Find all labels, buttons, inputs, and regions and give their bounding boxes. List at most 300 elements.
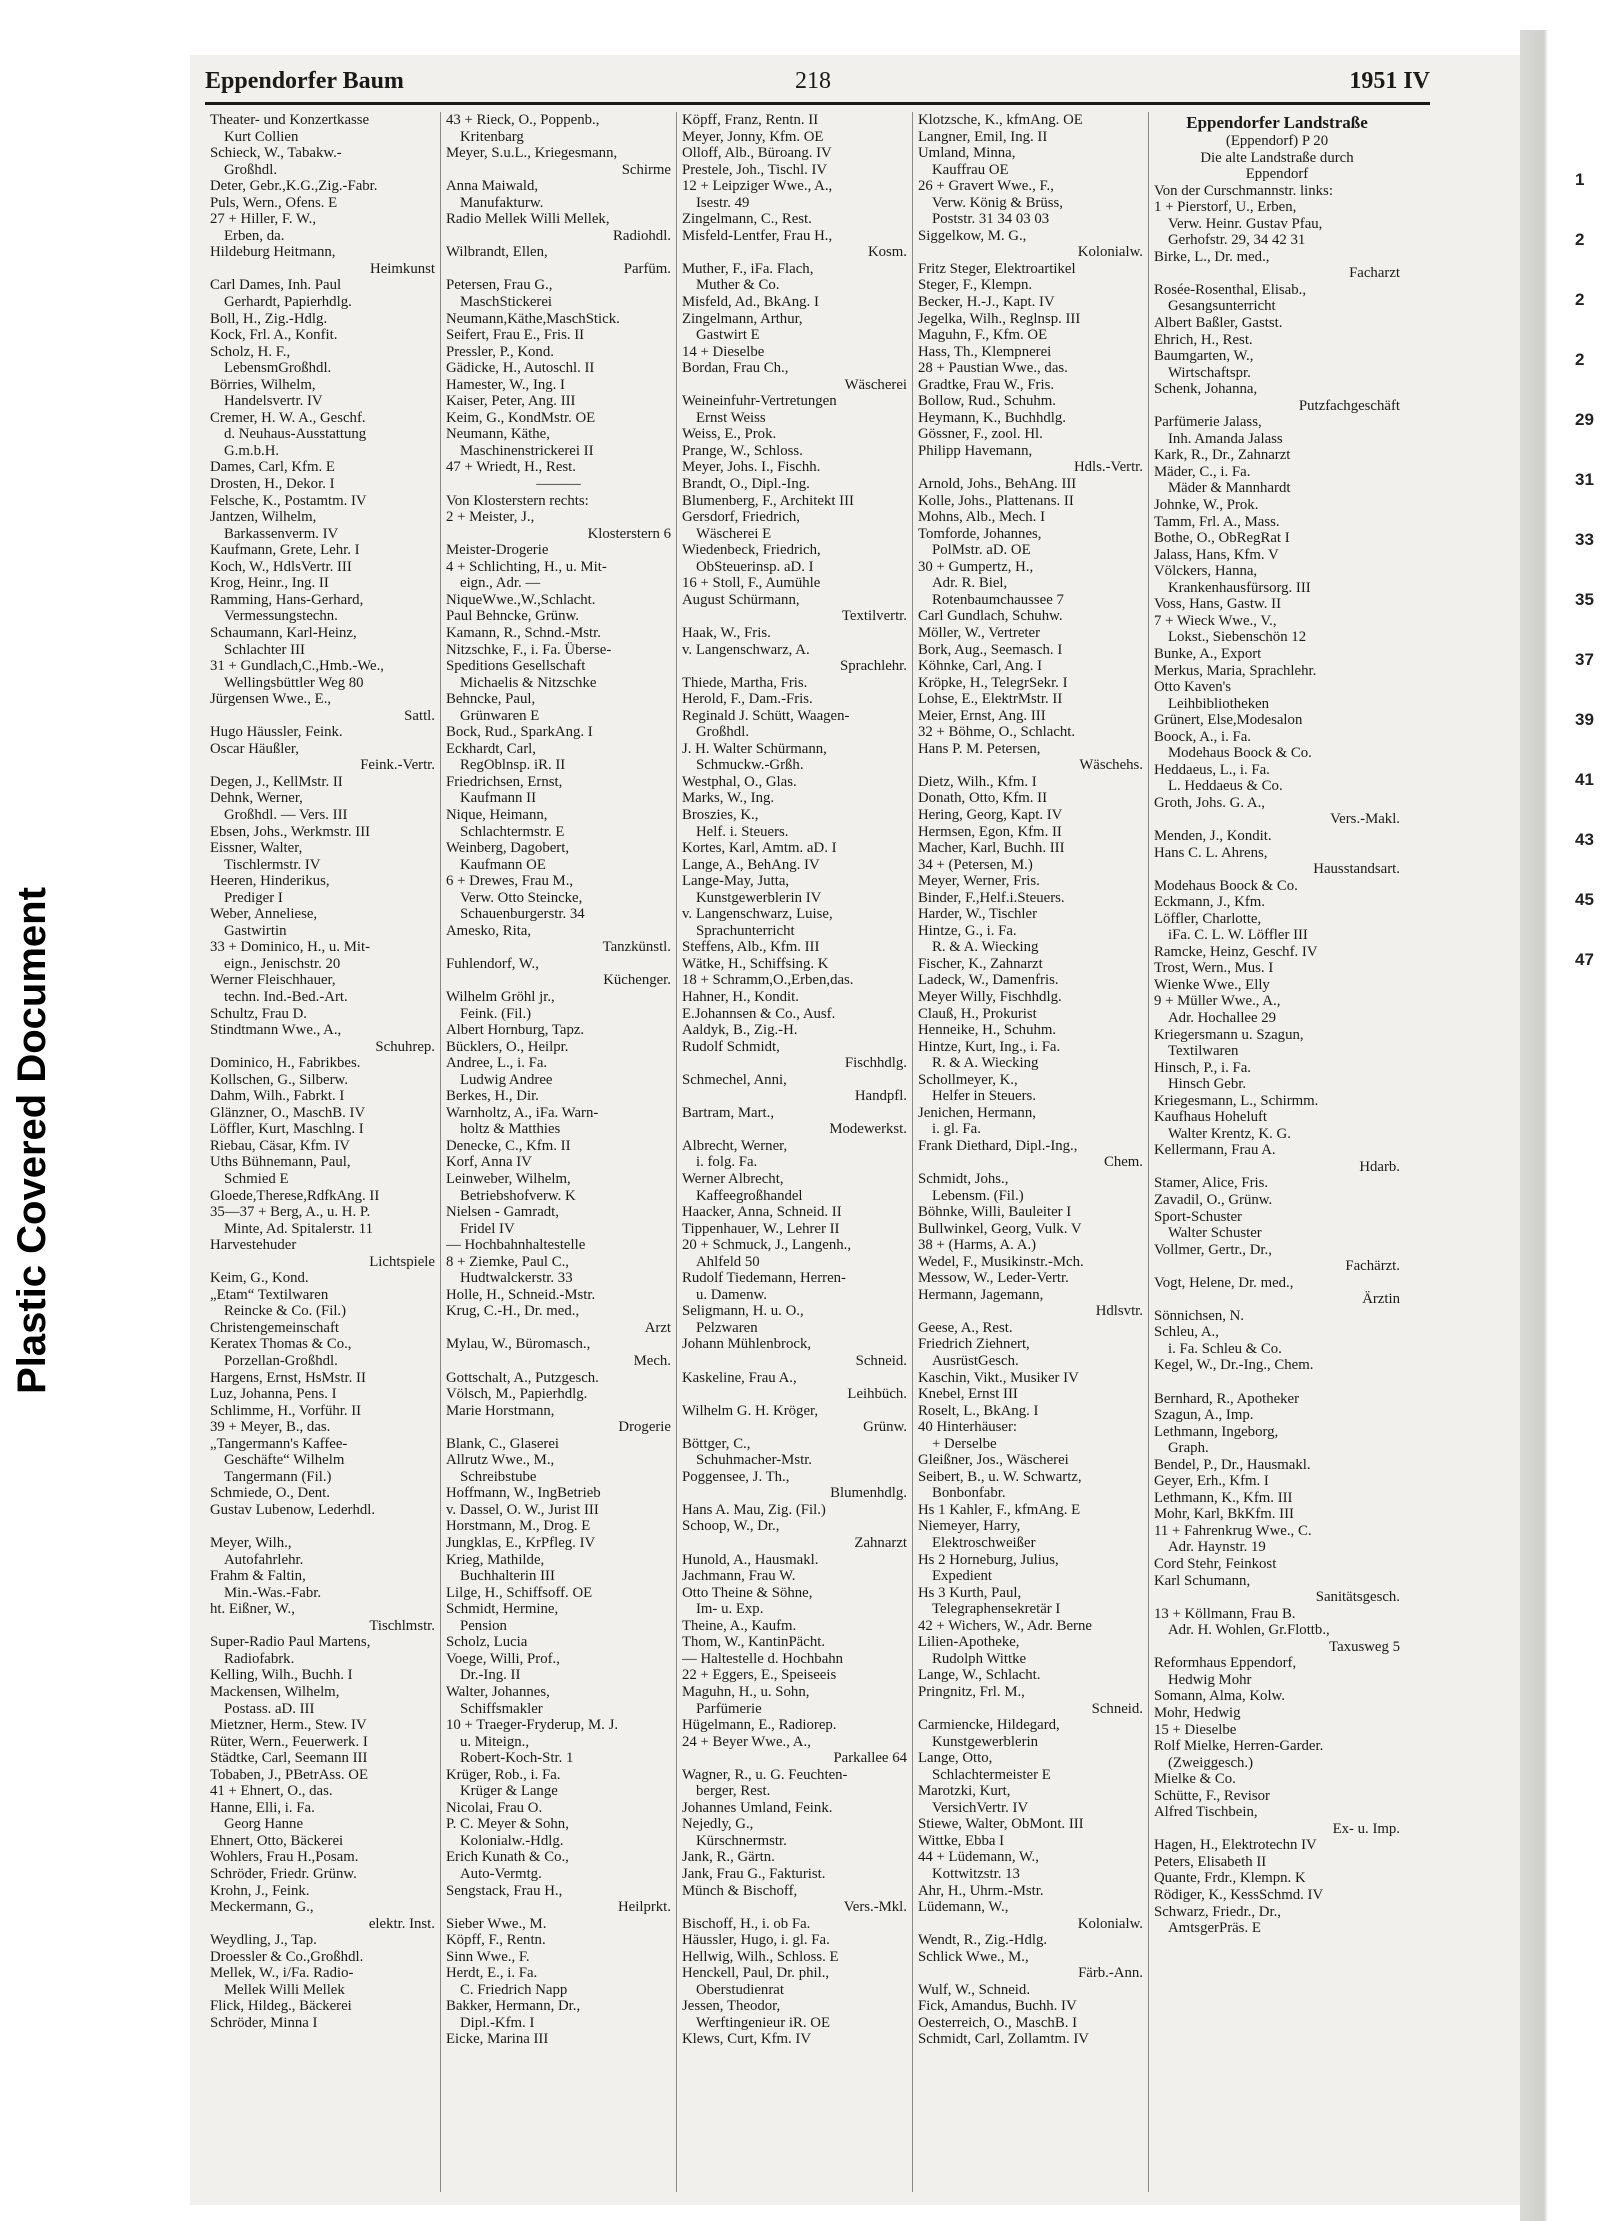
directory-entry: Großhdl. — Vers. III	[224, 806, 348, 823]
directory-entry: LebensmGroßhdl.	[224, 360, 332, 377]
directory-entry: Bakker, Hermann, Dr.,	[446, 1998, 581, 2015]
directory-entry: Stiewe, Walter, ObMont. III	[918, 1816, 1084, 1833]
directory-entry: Denecke, C., Kfm. II	[446, 1137, 571, 1154]
directory-entry: Köpff, F., Rentn.	[446, 1932, 546, 1949]
directory-entry: Warnholtz, A., iFa. Warn-	[446, 1104, 599, 1121]
directory-entry: Ahlfeld 50	[696, 1253, 760, 1270]
directory-entry: Macher, Karl, Buchh. III	[918, 840, 1065, 857]
directory-entry: Völckers, Hanna,	[1154, 563, 1258, 580]
directory-entry: Graph.	[1168, 1440, 1209, 1457]
directory-entry: Seligmann, H. u. O.,	[682, 1303, 804, 1320]
directory-entry: Kosm.	[867, 244, 907, 261]
directory-entry: Wedel, F., Musikinstr.-Mch.	[918, 1253, 1084, 1270]
directory-entry: Vers.-Makl.	[1330, 811, 1400, 828]
directory-entry: Ramcke, Heinz, Geschf. IV	[1154, 943, 1318, 960]
directory-entry: Poststr. 31 34 03 03	[932, 211, 1050, 228]
directory-entry: Lichtspiele	[369, 1253, 435, 1270]
directory-entry: VersichVertr. IV	[932, 1799, 1029, 1816]
directory-entry: Mohr, Karl, BkKfm. III	[1154, 1506, 1294, 1523]
directory-entry: 4 + Schlichting, H., u. Mit-	[446, 558, 607, 575]
directory-entry: Rudolf Schmidt,	[682, 1038, 780, 1055]
directory-entry: 12 + Leipziger Wwe., A.,	[682, 178, 833, 195]
directory-entry: Leinweber, Wilhelm,	[446, 1171, 571, 1187]
directory-entry: Auto-Vermtg.	[460, 1865, 542, 1882]
directory-entry: Bothe, O., ObRegRat I	[1154, 530, 1290, 547]
directory-entry: Minte, Ad. Spitalerstr. 11	[224, 1220, 374, 1237]
directory-entry: Dominico, H., Fabrikbes.	[210, 1055, 361, 1072]
directory-entry: Lethmann, Ingeborg,	[1154, 1423, 1279, 1440]
directory-entry: Bischoff, H., i. ob Fa.	[682, 1915, 811, 1932]
directory-entry: Klotzsche, K., kfmAng. OE	[918, 112, 1083, 128]
directory-entry: Birke, L., Dr. med.,	[1154, 248, 1270, 265]
directory-entry: Mellek Willi Mellek	[224, 1981, 345, 1998]
directory-entry: Krog, Heinr., Ing. II	[210, 575, 329, 592]
directory-entry: Johann Mühlenbrock,	[682, 1336, 812, 1353]
directory-entry	[1154, 1374, 1400, 1391]
directory-entry: Hunold, A., Hausmakl.	[682, 1551, 819, 1568]
directory-entry: Kolonialw.-Hdlg.	[460, 1832, 564, 1849]
directory-entry: Schlachter III	[224, 641, 305, 658]
directory-entry: Leihbibliotheken	[1168, 695, 1270, 712]
directory-entry: Mohr, Hedwig	[1154, 1704, 1241, 1721]
directory-entry: Kaufhaus Hoheluft	[1154, 1109, 1267, 1126]
directory-entry: Jachmann, Frau W.	[682, 1568, 796, 1585]
directory-entry: Drogerie	[618, 1419, 671, 1436]
directory-entry: Textilvertr.	[841, 608, 907, 625]
directory-entry: Jürgensen Wwe., E.,	[210, 691, 332, 708]
directory-entry: AusrüstGesch.	[932, 1353, 1019, 1370]
directory-entry: Postass. aD. III	[224, 1700, 315, 1717]
directory-entry: ———	[536, 476, 581, 493]
directory-entry: Geese, A., Rest.	[918, 1319, 1013, 1336]
column-2	[441, 112, 677, 2192]
directory-entry: Min.-Was.-Fabr.	[224, 1584, 322, 1601]
directory-entry: (Zweiggesch.)	[1168, 1754, 1254, 1771]
directory-entry: Handelsvertr. IV	[224, 393, 323, 410]
directory-entry: Inh. Amanda Jalass	[1168, 430, 1283, 447]
directory-entry: Verw. Otto Steincke,	[460, 889, 583, 906]
directory-entry: Erben, da.	[224, 227, 285, 244]
directory-entry: Dehnk, Werner,	[210, 790, 303, 807]
directory-entry: 40 Hinterhäuser:	[918, 1419, 1018, 1436]
directory-entry: Carl Dames, Inh. Paul	[210, 277, 342, 294]
directory-entry: Jessen, Theodor,	[682, 1998, 781, 2015]
directory-entry: Eckhardt, Carl,	[446, 740, 536, 757]
directory-entry: i. folg. Fa.	[696, 1154, 758, 1171]
directory-entry: Parkallee 64	[833, 1750, 907, 1767]
directory-entry: 9 + Müller Wwe., A.,	[1154, 993, 1281, 1010]
directory-entry: 8 + Ziemke, Paul C.,	[446, 1253, 570, 1270]
directory-entry: Kaffeegroßhandel	[696, 1187, 803, 1204]
directory-entry: u. Damenw.	[696, 1286, 767, 1303]
directory-entry: Feink. (Fil.)	[460, 1005, 532, 1022]
directory-entry: Schaumann, Karl-Heinz,	[210, 624, 357, 641]
directory-entry: Puls, Wern., Ofens. E	[210, 194, 338, 211]
directory-entry: Eissner, Walter,	[210, 840, 303, 857]
directory-entry: Radiofabrk.	[224, 1650, 295, 1667]
directory-entry: Nitzschke, F., i. Fa. Überse-	[446, 641, 612, 658]
directory-entry: Buchhalterin III	[460, 1568, 555, 1585]
directory-entry: Kritenbarg	[460, 128, 524, 145]
directory-entry: — Hochbahnhaltestelle	[446, 1237, 586, 1254]
directory-entry: Ramming, Hans-Gerhard,	[210, 591, 364, 608]
directory-entry: Menden, J., Kondit.	[1154, 827, 1272, 844]
directory-entry: Droessler & Co.,Großhdl.	[210, 1948, 364, 1965]
directory-entry: Geschäfte“ Wilhelm	[224, 1452, 345, 1469]
margin-mark: 33	[1575, 530, 1594, 549]
directory-entry: Krug, C.-H., Dr. med.,	[446, 1303, 580, 1320]
directory-entry: Löffler, Kurt, Maschlng. I	[210, 1121, 364, 1138]
directory-entry: Die alte Landstraße durch	[1200, 149, 1354, 166]
directory-entry: Gesangsunterricht	[1168, 298, 1276, 315]
directory-entry: Nicolai, Frau O.	[446, 1799, 543, 1816]
directory-entry: P. C. Meyer & Sohn,	[446, 1816, 569, 1833]
directory-entry: Szagun, A., Imp.	[1154, 1407, 1254, 1424]
directory-entry: Adr. Hochallee 29	[1168, 1009, 1277, 1026]
directory-entry: Dietz, Wilh., Kfm. I	[918, 773, 1037, 790]
directory-entry: Albrecht, Werner,	[682, 1137, 788, 1154]
directory-entry: 10 + Traeger-Fryderup, M. J.	[446, 1717, 619, 1734]
directory-entry: Sieber Wwe., M.	[446, 1915, 547, 1932]
directory-entry: Hagen, H., Elektrotechn IV	[1154, 1837, 1317, 1854]
directory-entry: Blank, C., Glaserei	[446, 1435, 560, 1452]
directory-entry: Cremer, H. W. A., Geschf.	[210, 409, 366, 426]
directory-entry: Stamer, Alice, Fris.	[1154, 1175, 1269, 1192]
directory-entry: 33 + Dominico, H., u. Mit-	[210, 939, 371, 956]
directory-entry: R. & A. Wiecking	[932, 1055, 1039, 1072]
directory-entry: Werftingenieur iR. OE	[696, 2014, 830, 2031]
directory-entry: Kolonialw.	[1077, 1915, 1143, 1932]
directory-entry: Meyer, Wilh.,	[210, 1535, 292, 1552]
directory-entry: Tobaben, J., PBetrAss. OE	[210, 1766, 369, 1783]
directory-entry: Walter, Johannes,	[446, 1683, 550, 1700]
directory-entry: techn. Ind.-Bed.-Art.	[224, 988, 348, 1005]
directory-entry: Pelzwaren	[696, 1319, 758, 1336]
directory-entry: holtz & Matthies	[460, 1121, 561, 1138]
directory-entry: Bordan, Frau Ch.,	[682, 360, 789, 377]
directory-entry: Hinsch, P., i. Fa.	[1154, 1059, 1252, 1076]
directory-entry: Rosée-Rosenthal, Elisab.,	[1154, 281, 1307, 298]
directory-entry: Sönnichsen, N.	[1154, 1307, 1245, 1324]
directory-entry: Meyer, Werner, Fris.	[918, 873, 1040, 890]
directory-entry: Weydling, J., Tap.	[210, 1932, 317, 1949]
directory-entry: Theine, A., Kaufm.	[682, 1617, 797, 1634]
directory-entry: Neumann,Käthe,MaschStick.	[446, 310, 620, 327]
directory-entry: Schirme	[621, 161, 671, 178]
directory-entry: Fischer, K., Zahnarzt	[918, 955, 1043, 972]
directory-entry: Dipl.-Kfm. I	[460, 2014, 535, 2031]
directory-entry: Ernst Weiss	[696, 409, 766, 426]
directory-entry: Friedrich Ziehnert,	[918, 1336, 1030, 1353]
directory-entry: eign., Jenischstr. 20	[224, 955, 341, 972]
directory-entry: 14 + Dieselbe	[682, 343, 765, 360]
directory-entry: Eckmann, J., Kfm.	[1154, 894, 1265, 911]
directory-entry: Hargens, Ernst, HsMstr. II	[210, 1369, 366, 1386]
directory-entry: Radiohdl.	[613, 227, 671, 244]
margin-mark: 45	[1575, 890, 1594, 909]
directory-entry: J. H. Walter Schürmann,	[682, 740, 827, 757]
directory-entry: Olloff, Alb., Büroang. IV	[682, 145, 832, 162]
directory-entry: Broszies, K.,	[682, 806, 759, 823]
directory-entry: Mäder & Mannhardt	[1168, 480, 1291, 497]
directory-entry: Harder, W., Tischler	[918, 906, 1038, 923]
directory-entry: Schwarz, Friedr., Dr.,	[1154, 1903, 1281, 1920]
directory-entry: Gerhofstr. 29, 34 42 31	[1168, 232, 1306, 249]
directory-entry: Wohlers, Frau H.,Posam.	[210, 1849, 359, 1866]
directory-entry: Bunke, A., Export	[1154, 645, 1262, 662]
directory-entry: Alfred Tischbein,	[1154, 1804, 1258, 1821]
directory-entry: Mäder, C., i. Fa.	[1154, 463, 1251, 480]
directory-entry: Rödiger, K., KessSchmd. IV	[1154, 1886, 1324, 1903]
directory-entry: berger, Rest.	[696, 1783, 771, 1800]
directory-entry: Großhdl.	[696, 724, 750, 741]
directory-entry: Hinsch Gebr.	[1168, 1076, 1247, 1093]
directory-entry: Wätke, H., Schiffsing. K	[682, 955, 829, 972]
directory-entry: Prediger I	[224, 889, 283, 906]
directory-entry: Hs 1 Kahler, F., kfmAng. E	[918, 1501, 1081, 1518]
directory-entry: Philipp Havemann,	[918, 442, 1033, 459]
directory-entry: Scholz, Lucia	[446, 1634, 528, 1651]
directory-entry: Luz, Johanna, Pens. I	[210, 1386, 337, 1403]
directory-entry: Sattl.	[404, 707, 435, 724]
directory-entry: + Derselbe	[932, 1435, 997, 1452]
directory-entry: Jungklas, E., KrPfleg. IV	[446, 1535, 596, 1552]
directory-entry: Schauenburgerstr. 34	[460, 906, 585, 923]
directory-entry: Gustav Lubenow, Lederhdl.	[210, 1501, 376, 1518]
column-1	[205, 112, 441, 2192]
directory-entry: Carl Gundlach, Schuhw.	[918, 608, 1063, 625]
directory-entry: Schlachtermstr. E	[460, 823, 565, 840]
directory-entry: Betriebshofverw. K	[460, 1187, 576, 1204]
directory-entry: Meckermann, G.,	[210, 1899, 314, 1916]
margin-mark: 43	[1575, 830, 1594, 849]
directory-entry: Vermessungstechn.	[224, 608, 338, 625]
directory-entry: Ludwig Andree	[460, 1071, 553, 1088]
directory-entry: v. Dassel, O. W., Jurist III	[446, 1501, 599, 1518]
directory-entry: Maschinenstrickerei II	[460, 442, 594, 459]
directory-entry: Schiffsmakler	[460, 1700, 543, 1717]
directory-entry: Hintze, Kurt, Ing., i. Fa.	[918, 1038, 1061, 1055]
directory-entry: Binder, F.,Helf.i.Steuers.	[918, 889, 1065, 906]
directory-entry: Clauß, H., Prokurist	[918, 1005, 1037, 1022]
directory-entry: Bock, Rud., SparkAng. I	[446, 724, 593, 741]
directory-entry: Schmiede, O., Dent.	[210, 1485, 330, 1502]
directory-entry: 28 + Paustian Wwe., das.	[918, 360, 1068, 377]
directory-entry: Sport-Schuster	[1154, 1208, 1242, 1225]
directory-entry: Börries, Wilhelm,	[210, 376, 316, 393]
directory-entry: Kunstgewerblerin	[932, 1733, 1039, 1750]
directory-entry: Großhdl.	[224, 161, 278, 178]
directory-entry: 24 + Beyer Wwe., A.,	[682, 1733, 811, 1750]
directory-entry: Keim, G., KondMstr. OE	[446, 409, 596, 426]
directory-entry: Jank, R., Gärtn.	[682, 1849, 775, 1866]
directory-entry: Michaelis & Nitzschke	[460, 674, 597, 691]
directory-entry: Tamm, Frl. A., Mass.	[1154, 513, 1280, 530]
directory-entry: Lange, A., BehAng. IV	[682, 856, 820, 873]
directory-entry: Taxusweg 5	[1329, 1638, 1400, 1655]
directory-entry: R. & A. Wiecking	[932, 939, 1039, 956]
directory-entry: Hermann, Jagemann,	[918, 1286, 1044, 1303]
directory-entry: Dames, Carl, Kfm. E	[210, 459, 335, 476]
directory-entry: Merkus, Maria, Sprachlehr.	[1154, 662, 1317, 679]
directory-entry: Ärztin	[1362, 1291, 1400, 1308]
directory-entry: Münch & Bischoff,	[682, 1882, 798, 1899]
directory-entry: Sinn Wwe., F.	[446, 1948, 530, 1965]
directory-entry: Rudolph Wittke	[932, 1650, 1027, 1667]
directory-entry: Krüger & Lange	[460, 1783, 558, 1800]
directory-entry: Mietzner, Herm., Stew. IV	[210, 1717, 367, 1734]
directory-entry: Uths Bühnemann, Paul,	[210, 1154, 351, 1171]
directory-entry: Putzfachgeschäft	[1298, 397, 1400, 414]
directory-entry: Albert Baßler, Gastst.	[1154, 315, 1283, 332]
directory-entry: Blumenberg, F., Architekt III	[682, 492, 854, 509]
directory-entry: Theater- und Konzertkasse	[210, 112, 370, 128]
directory-entry: 35—37 + Berg, A., u. H. P.	[210, 1204, 371, 1221]
directory-entry: Kamann, R., Schnd.-Mstr.	[446, 624, 601, 641]
directory-entry: Thom, W., KantinPächt.	[682, 1634, 826, 1651]
directory-entry: Kolle, Johs., Plattenans. II	[918, 492, 1074, 509]
directory-entry: Horstmann, M., Drog. E	[446, 1518, 591, 1535]
directory-entry: C. Friedrich Napp	[460, 1981, 568, 1998]
directory-entry: Hildeburg Heitmann,	[210, 244, 336, 261]
directory-entry: Wagner, R., u. G. Feuchten-	[682, 1766, 848, 1783]
directory-entry: Ex- u. Imp.	[1332, 1820, 1400, 1837]
directory-entry: Schneid.	[1091, 1700, 1143, 1717]
directory-entry: Textilwaren	[1168, 1043, 1239, 1060]
directory-entry: Heeren, Hinderikus,	[210, 873, 330, 890]
directory-entry: Haak, W., Fris.	[682, 624, 771, 641]
stamp-text: Plastic Covered Document	[9, 886, 54, 1394]
directory-entry: Zingelmann, Arthur,	[682, 310, 803, 327]
directory-entry: Weber, Anneliese,	[210, 906, 318, 923]
directory-entry: Bartram, Mart.,	[682, 1104, 775, 1121]
directory-entry: Leihbüch.	[847, 1386, 907, 1403]
directory-entry: Knebel, Ernst III	[918, 1386, 1018, 1403]
directory-entry: Schoop, W., Dr.,	[682, 1518, 780, 1535]
directory-entry: Messow, W., Leder-Vertr.	[918, 1270, 1069, 1287]
directory-entry: Mielke & Co.	[1154, 1771, 1236, 1788]
directory-entry: Niemeyer, Harry,	[918, 1518, 1021, 1535]
directory-entry: Meyer, Johs. I., Fischh.	[682, 459, 821, 476]
directory-entry: Kock, Frl. A., Konfit.	[210, 327, 338, 344]
directory-entry: Lange, W., Schlacht.	[918, 1667, 1041, 1684]
margin-mark: 2	[1575, 350, 1585, 369]
directory-entry: Helf. i. Steuers.	[696, 823, 789, 840]
directory-entry: Meyer Willy, Fischhdlg.	[918, 988, 1062, 1005]
directory-entry: 41 + Ehnert, O., das.	[210, 1783, 333, 1800]
directory-entry: Isestr. 49	[696, 194, 750, 211]
directory-entry: Schleu, A.,	[1154, 1324, 1219, 1341]
directory-entry: elektr. Inst.	[368, 1915, 435, 1932]
directory-entry: Hdlsvtr.	[1095, 1303, 1143, 1320]
edition-label: 1951 IV	[1349, 68, 1430, 94]
directory-entry: Hamester, W., Ing. I	[446, 376, 565, 393]
page-number: 218	[795, 68, 831, 94]
directory-entry: Felsche, K., Postamtm. IV	[210, 492, 367, 509]
directory-entry: i. Fa. Schleu & Co.	[1168, 1340, 1282, 1357]
directory-entry: Hs 2 Horneburg, Julius,	[918, 1551, 1059, 1568]
directory-entry: 38 + (Harms, A. A.)	[918, 1237, 1037, 1254]
directory-entry: Lethmann, K., Kfm. III	[1154, 1489, 1293, 1506]
directory-entry: Gloede,Therese,RdfkAng. II	[210, 1187, 380, 1204]
margin-mark: 37	[1575, 650, 1594, 669]
directory-entry: Scholz, H. F.,	[210, 343, 291, 360]
directory-entry: Ehnert, Otto, Bäckerei	[210, 1832, 344, 1849]
directory-entry: Walter Krentz, K. G.	[1168, 1125, 1291, 1142]
directory-entry: G.m.b.H.	[224, 442, 280, 459]
directory-entry: Barkassenverm. IV	[224, 525, 339, 542]
margin-mark: 41	[1575, 770, 1594, 789]
directory-entry: 39 + Meyer, B., das.	[210, 1419, 331, 1436]
margin-mark: 35	[1575, 590, 1594, 609]
directory-entry: Peters, Elisabeth II	[1154, 1853, 1267, 1870]
directory-entry: Misfeld, Ad., BkAng. I	[682, 294, 819, 311]
directory-entry: Schmied E	[224, 1171, 289, 1187]
directory-entry: Ahr, H., Uhrm.-Mstr.	[918, 1882, 1044, 1899]
directory-entry: Fritz Steger, Elektroartikel	[918, 260, 1076, 277]
directory-entry: Von der Curschmannstr. links:	[1154, 182, 1333, 199]
directory-entry: Gädicke, H., Autoschl. II	[446, 360, 595, 377]
directory-entry: Groth, Johs. G. A.,	[1154, 794, 1265, 811]
directory-entry: Aaldyk, B., Zig.-H.	[682, 1022, 798, 1039]
directory-entry: Ehrich, H., Rest.	[1154, 331, 1253, 348]
directory-entry: Deter, Gebr.,K.G.,Zig.-Fabr.	[210, 178, 378, 195]
directory-entry: Drosten, H., Dekor. I	[210, 476, 335, 493]
directory-entry: Dr.-Ing. II	[460, 1667, 521, 1684]
directory-entry	[210, 1518, 435, 1535]
directory-entry: Muther, F., iFa. Flach,	[682, 260, 814, 277]
directory-entry: Erich Kunath & Co.,	[446, 1849, 569, 1866]
directory-entry: Meister-Drogerie	[446, 542, 549, 559]
directory-entry: Blumenhdlg.	[830, 1485, 907, 1502]
directory-entry: Hs 3 Kurth, Paul,	[918, 1584, 1022, 1601]
directory-entry: Cord Stehr, Feinkost	[1154, 1556, 1277, 1573]
directory-entry: Kauffrau OE	[932, 161, 1009, 178]
directory-entry: 2 + Meister, J.,	[446, 509, 535, 526]
directory-entry: AmtsgerPräs. E	[1168, 1920, 1261, 1937]
directory-entry: Baumgarten, W.,	[1154, 348, 1254, 365]
directory-entry: Wienke Wwe., Elly	[1154, 976, 1270, 993]
directory-entry: Harvestehuder	[210, 1237, 297, 1254]
directory-entry: Wellingsbüttler Weg 80	[224, 674, 364, 691]
directory-entry: 47 + Wriedt, H., Rest.	[446, 459, 576, 476]
directory-entry: Boll, H., Zig.-Hdlg.	[210, 310, 328, 327]
directory-entry: Reformhaus Eppendorf,	[1154, 1655, 1297, 1672]
directory-entry: Lüdemann, W.,	[918, 1899, 1009, 1916]
directory-entry: Fachärzt.	[1345, 1258, 1400, 1275]
directory-entry: Oscar Häußler,	[210, 740, 299, 757]
directory-entry: Tippenhauer, W., Lehrer II	[682, 1220, 840, 1237]
directory-entry: Fuhlendorf, W.,	[446, 955, 539, 972]
directory-entry: Holle, H., Schneid.-Mstr.	[446, 1286, 596, 1303]
directory-entry: Nielsen - Gamradt,	[446, 1204, 559, 1221]
directory-entry: Hass, Th., Klempnerei	[918, 343, 1052, 360]
directory-entry: Grünert, Else,Modesalon	[1154, 712, 1303, 729]
directory-entry: Ladeck, W., Damenfris.	[918, 972, 1059, 989]
directory-entry: Bollow, Rud., Schuhm.	[918, 393, 1056, 410]
directory-entry: Haacker, Anna, Schneid. II	[682, 1204, 842, 1221]
directory-entry: Wilhelm G. H. Kröger,	[682, 1402, 819, 1419]
directory-entry: Wittke, Ebba I	[918, 1832, 1005, 1849]
directory-entry: Vogt, Helene, Dr. med.,	[1154, 1274, 1294, 1291]
directory-entry: Verw. König & Brüss,	[932, 194, 1063, 211]
directory-entry: Handpfl.	[854, 1088, 907, 1105]
directory-entry: Herdt, E., i. Fa.	[446, 1965, 538, 1982]
directory-entry: Verw. Heinr. Gustav Pfau,	[1168, 215, 1323, 232]
directory-entry: Pringnitz, Frl. M.,	[918, 1683, 1025, 1700]
directory-entry: Speditions Gesellschaft	[446, 658, 586, 675]
directory-entry: 16 + Stoll, F., Aumühle	[682, 575, 821, 592]
